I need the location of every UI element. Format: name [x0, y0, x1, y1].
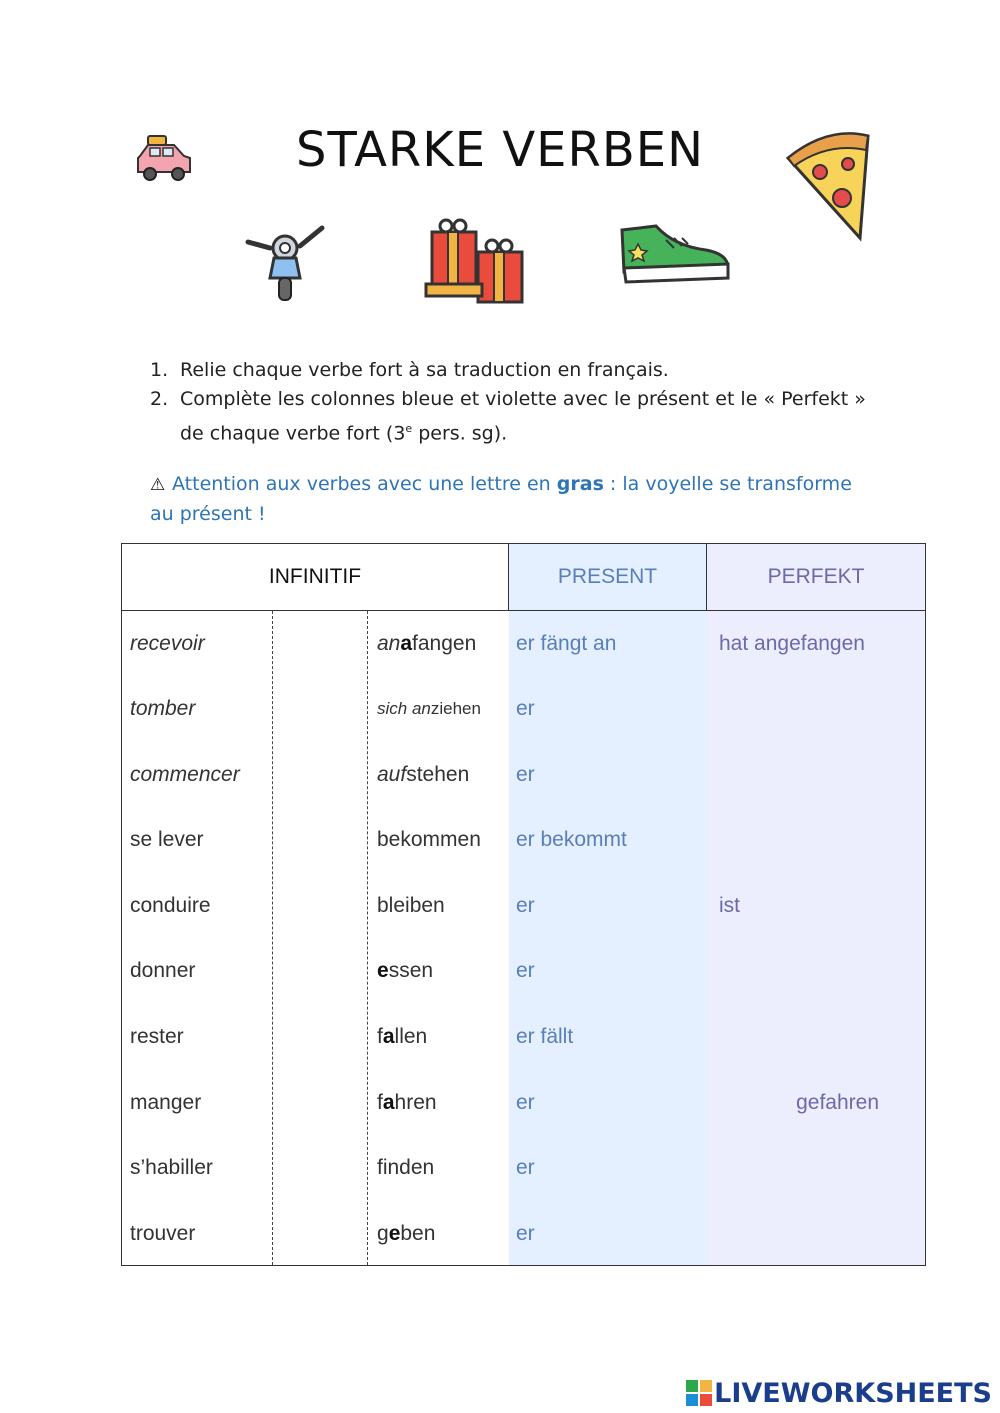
- german-verb: [377, 873, 445, 938]
- present-field[interactable]: er: [516, 762, 535, 786]
- verb-stem: ben: [400, 1221, 436, 1245]
- verb-table: [121, 543, 926, 1266]
- french-verb: tomber: [130, 697, 196, 721]
- gift-boxes-icon: [424, 218, 528, 306]
- verb-stem: llen: [394, 1025, 428, 1049]
- verb-stem: bleiben: [377, 893, 445, 917]
- verb-stem: finden: [377, 1156, 435, 1180]
- instruction-text-part: Complète les colonnes bleue et violette avec le présent et le « Perfekt » de chaque verbe fort (3: [180, 388, 866, 445]
- french-verb: rester: [130, 1025, 184, 1049]
- present-field[interactable]: er: [516, 1090, 535, 1114]
- perfekt-field[interactable]: ist: [719, 893, 740, 917]
- verb-prefix: sich an: [377, 699, 431, 719]
- table-body: [122, 611, 925, 1267]
- french-verb: commencer: [130, 762, 240, 786]
- changing-vowel: e: [388, 1221, 401, 1245]
- present-field[interactable]: er: [516, 1156, 535, 1180]
- table-row: [122, 808, 925, 874]
- french-verb: donner: [130, 959, 196, 983]
- perfekt-field[interactable]: hat angefangen: [719, 631, 865, 655]
- warning-note: [150, 470, 880, 529]
- pizza-slice-icon: [784, 128, 874, 243]
- header-perfekt: PERFEKT: [767, 565, 865, 588]
- verb-stem: hren: [394, 1090, 437, 1114]
- german-verb: [377, 1005, 427, 1070]
- present-field[interactable]: er bekommt: [516, 828, 627, 852]
- french-verb: manger: [130, 1090, 202, 1114]
- french-verb: s’habiller: [130, 1156, 213, 1180]
- verb-stem: fangen: [412, 631, 477, 655]
- table-row: [122, 1136, 925, 1202]
- instruction-text: Relie chaque verbe fort à sa traduction en français.: [180, 359, 669, 381]
- header-infinitif: INFINITIF: [122, 544, 509, 610]
- present-field[interactable]: er: [516, 697, 535, 721]
- warning-text-after: : la voyelle se transforme au présent !: [150, 473, 852, 525]
- scooter-icon: [244, 222, 326, 304]
- present-field[interactable]: er fängt an: [516, 631, 617, 655]
- changing-vowel: a: [382, 1025, 395, 1049]
- table-row: [122, 1005, 925, 1071]
- table-row: [122, 1201, 925, 1267]
- table-row: [122, 677, 925, 743]
- french-verb: recevoir: [130, 631, 205, 655]
- present-field[interactable]: er: [516, 1221, 535, 1245]
- present-field[interactable]: er: [516, 893, 535, 917]
- sneaker-icon: [616, 222, 732, 286]
- instruction-number: 2.: [150, 388, 169, 410]
- instructions: [150, 356, 880, 448]
- present-field[interactable]: er fällt: [516, 1025, 574, 1049]
- present-field[interactable]: er: [516, 959, 535, 983]
- german-verb: [377, 742, 469, 807]
- table-row: [122, 939, 925, 1005]
- changing-vowel: e: [377, 959, 389, 983]
- verb-prefix: g: [377, 1221, 389, 1245]
- verb-stem: stehen: [406, 762, 470, 786]
- warning-bold-word: gras: [556, 473, 604, 495]
- logo-mark-icon: [686, 1380, 712, 1406]
- table-row: [122, 1070, 925, 1136]
- header-present: PRESENT: [509, 544, 707, 610]
- table-row: [122, 611, 925, 677]
- german-verb: [377, 1136, 434, 1201]
- superscript: e: [405, 422, 413, 435]
- german-verb: [377, 677, 481, 742]
- warning-text-before: Attention aux verbes avec une lettre en: [172, 473, 557, 495]
- german-verb: [377, 1070, 437, 1135]
- table-row: [122, 742, 925, 808]
- table-row: [122, 873, 925, 939]
- logo-text: LIVEWORKSHEETS: [714, 1377, 992, 1409]
- verb-stem: bekommen: [377, 828, 481, 852]
- instruction-1: [150, 356, 880, 385]
- verb-prefix: f: [377, 1025, 383, 1049]
- instruction-text-part: pers. sg).: [412, 422, 508, 445]
- french-verb: trouver: [130, 1221, 196, 1245]
- page-title: STARKE VERBEN: [296, 122, 704, 178]
- car-icon: [134, 134, 196, 186]
- warning-icon: ⚠: [150, 475, 166, 495]
- german-verb: [377, 939, 433, 1004]
- verb-stem: ssen: [388, 959, 434, 983]
- french-verb: conduire: [130, 893, 211, 917]
- verb-prefix: auf: [377, 762, 407, 786]
- verb-prefix: f: [377, 1090, 383, 1114]
- changing-vowel: a: [382, 1090, 395, 1114]
- verb-stem: ziehen: [430, 699, 481, 719]
- liveworksheets-logo: [686, 1377, 992, 1409]
- changing-vowel: a: [400, 631, 413, 655]
- german-verb: [377, 611, 476, 676]
- perfekt-field[interactable]: gefahren: [796, 1090, 879, 1114]
- german-verb: [377, 808, 481, 873]
- instruction-number: 1.: [150, 359, 169, 381]
- verb-prefix: an: [377, 631, 401, 655]
- french-verb: se lever: [130, 828, 204, 852]
- instruction-text: [180, 385, 880, 448]
- instruction-2: [150, 385, 880, 448]
- german-verb: [377, 1201, 435, 1266]
